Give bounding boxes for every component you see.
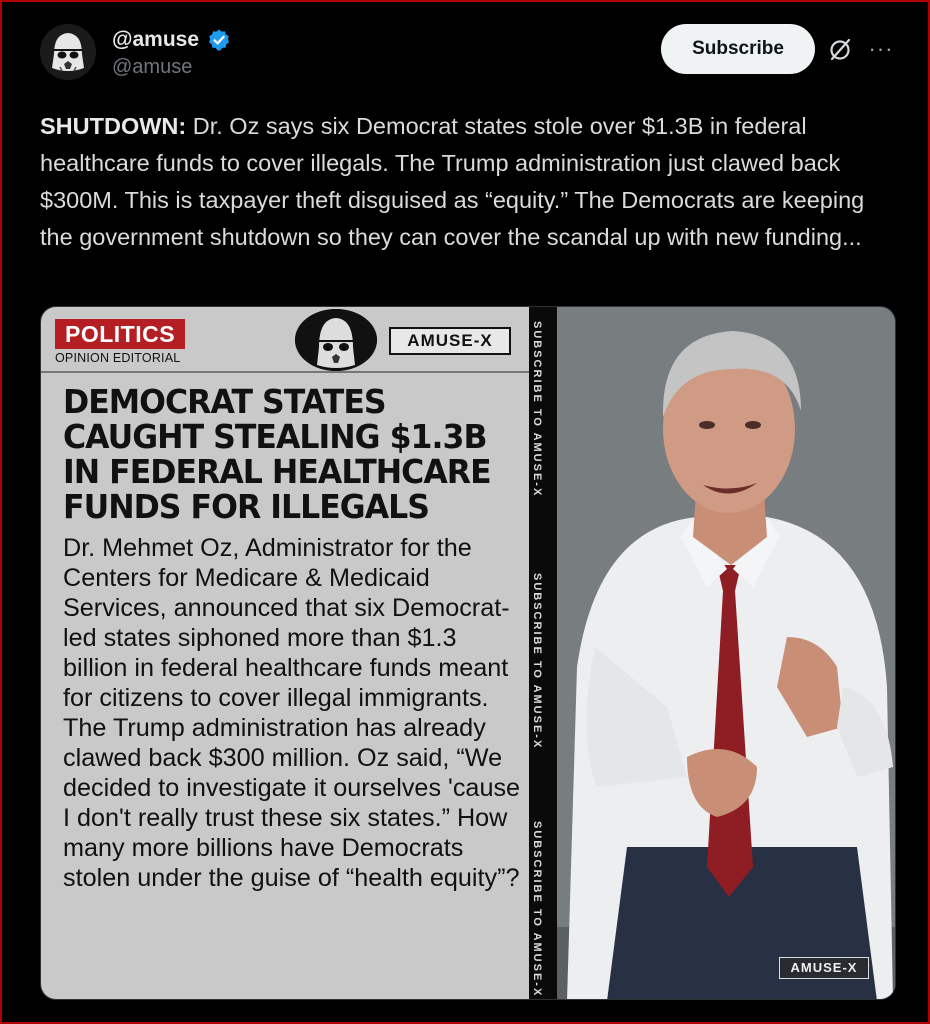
tweet-body: Dr. Oz says six Democrat states stole over $1.3B in federal healthcare funds to cover illegals. The Trump administration just clawed back $300M. This is taxpayer theft disguised as “equity.” The Democrats are keeping the government shutdown so they can cover the scandal up with new funding... xyxy=(40,113,865,250)
display-name[interactable]: @amuse xyxy=(112,28,200,51)
politics-badge: POLITICS xyxy=(55,319,185,349)
strip-text: SUBSCRIBE TO AMUSE-X xyxy=(531,821,543,998)
tweet-header xyxy=(40,24,900,88)
article-headline: DEMOCRAT STATES CAUGHT STEALING $1.3B IN FEDERAL HEALTHCARE FUNDS FOR ILLEGALS xyxy=(63,383,491,526)
author-names xyxy=(112,28,231,79)
editorial-panel xyxy=(41,307,529,1000)
article-body: Dr. Mehmet Oz, Administrator for the Centers for Medicare & Medicaid Services, announced that six Democrat-led states siphoned more than $1.3 billion in federal healthcare funds meant for citizens to cover illegal immigrants. The Trump administration has already clawed back $300 million. Oz said, “We decided to investigate it ourselves 'cause I don't really trust these six states.” How many more billions have Democrats stolen under the guise of “health equity”? xyxy=(63,534,521,892)
speaker-illustration xyxy=(557,307,896,1000)
tweet-text xyxy=(40,108,900,256)
author-handle[interactable]: @amuse xyxy=(112,56,193,78)
speaker-photo xyxy=(557,307,896,1000)
section-label xyxy=(55,319,185,365)
subscribe-strip xyxy=(529,307,557,1000)
tweet-lead: SHUTDOWN: xyxy=(40,113,187,139)
more-icon[interactable]: ··· xyxy=(868,36,894,61)
stormtrooper-logo-icon xyxy=(295,309,377,371)
verified-badge-icon xyxy=(207,28,231,52)
photo-watermark: AMUSE-X xyxy=(779,957,869,979)
strip-text: SUBSCRIBE TO AMUSE-X xyxy=(531,573,543,750)
divider xyxy=(41,371,529,373)
stormtrooper-avatar-icon[interactable] xyxy=(40,24,96,80)
strip-text: SUBSCRIBE TO AMUSE-X xyxy=(531,321,543,498)
section-subtitle: OPINION EDITORIAL xyxy=(55,351,181,365)
amuse-x-logo: AMUSE-X xyxy=(389,327,511,355)
grok-icon[interactable] xyxy=(826,36,854,64)
media-card[interactable] xyxy=(40,306,896,1000)
subscribe-button[interactable]: Subscribe xyxy=(661,24,815,74)
